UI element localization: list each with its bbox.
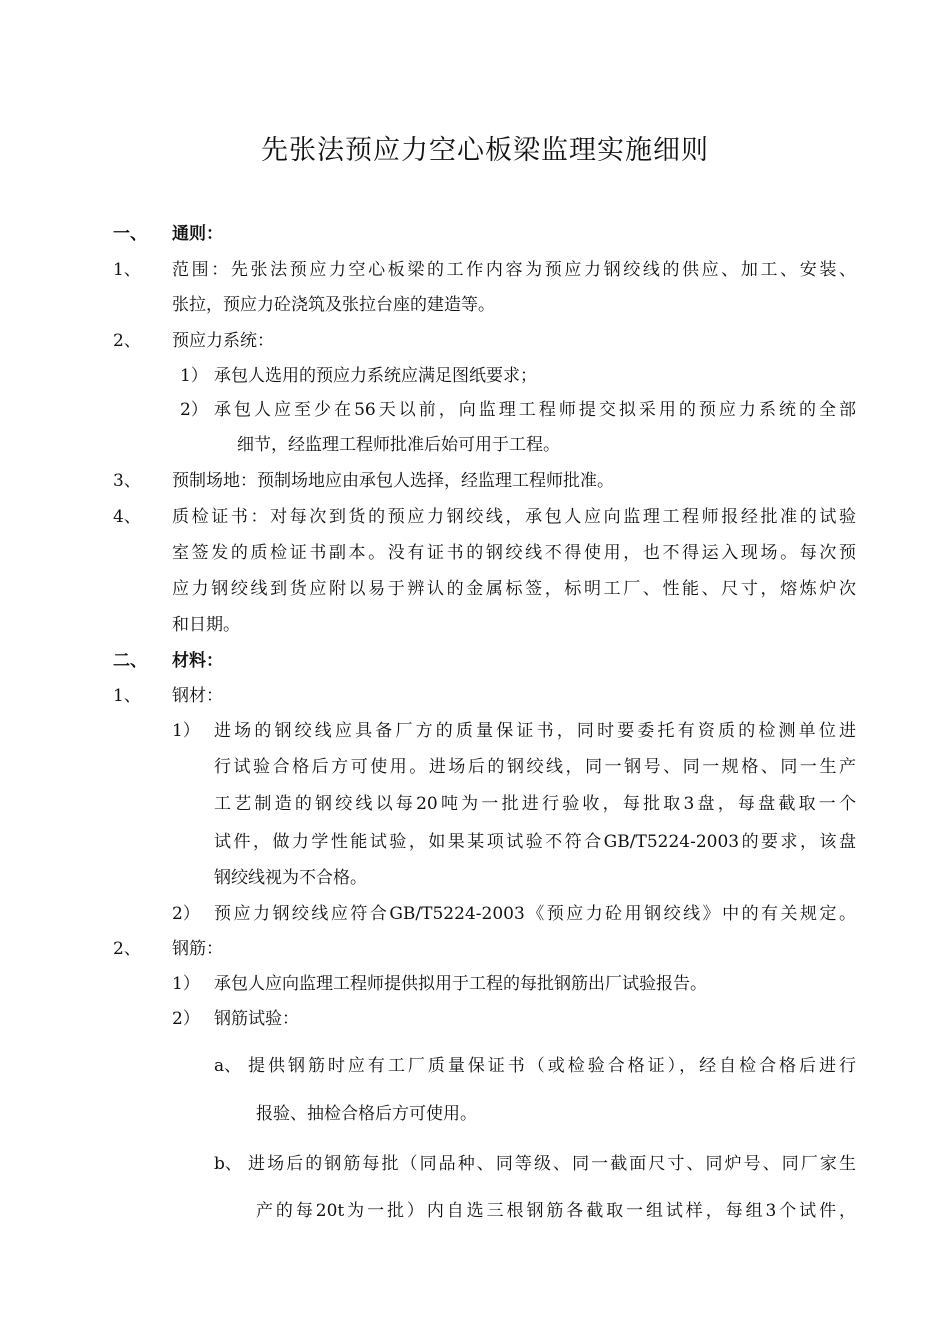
sub-item-number: 2） (172, 904, 200, 924)
paragraph-line: 钢筋试验： (214, 1009, 299, 1029)
paragraph-line: 细节，经监理工程师批准后始可用于工程。 (237, 435, 560, 455)
paragraph-line: 应力钢绞线到货应附以易于辨认的金属标签，标明工厂、性能、尺寸，熔炼炉次 (172, 579, 856, 599)
section-number: 二、 (113, 651, 147, 671)
sub-sub-item-number: b、 (214, 1154, 242, 1174)
sub-item-number: 2） (172, 1009, 200, 1029)
sub-item-number: 2） (180, 400, 208, 420)
sub-item-number: 1） (180, 366, 208, 386)
paragraph-line: 和日期。 (172, 615, 240, 635)
paragraph-line: 钢绞线视为不合格。 (214, 868, 367, 888)
paragraph-line: 钢筋： (172, 939, 223, 959)
document-title: 先张法预应力空心板梁监理实施细则 (261, 135, 709, 166)
item-number: 2、 (113, 939, 141, 959)
sub-item-number: 1） (172, 721, 200, 741)
paragraph-line: 室签发的质检证书副本。没有证书的钢绞线不得使用，也不得运入现场。每次预 (172, 543, 856, 563)
sub-sub-item-number: a、 (214, 1056, 242, 1076)
item-number: 3、 (113, 471, 141, 491)
sub-item-number: 1） (172, 974, 200, 994)
item-number: 2、 (113, 331, 141, 351)
paragraph-line: 张拉，预应力砼浇筑及张拉台座的建造等。 (172, 295, 495, 315)
paragraph-line: 试件，做力学性能试验，如果某项试验不符合GB/T5224-2003的要求，该盘 (214, 832, 856, 852)
item-number: 1、 (113, 686, 141, 706)
item-number: 1、 (113, 260, 141, 280)
paragraph-line: 钢材： (172, 686, 223, 706)
paragraph-line: 工艺制造的钢绞线以每20吨为一批进行验收，每批取3盘，每盘截取一个 (214, 794, 856, 814)
paragraph-line: 质检证书：对每次到货的预应力钢绞线，承包人应向监理工程师报经批准的试验 (172, 507, 856, 527)
paragraph-line: 承包人应向监理工程师提供拟用于工程的每批钢筋出厂试验报告。 (214, 974, 707, 994)
paragraph-line: 承包人应至少在56天以前，向监理工程师提交拟采用的预应力系统的全部 (214, 400, 856, 420)
paragraph-line: 行试验合格后方可使用。进场后的钢绞线，同一钢号、同一规格、同一生产 (214, 757, 856, 777)
paragraph-line: 范围：先张法预应力空心板梁的工作内容为预应力钢绞线的供应、加工、安装、 (172, 260, 856, 280)
paragraph-line: 提供钢筋时应有工厂质量保证书（或检验合格证），经自检合格后进行 (248, 1056, 856, 1076)
paragraph-line: 产的每20t为一批）内自选三根钢筋各截取一组试样，每组3个试件， (256, 1201, 856, 1221)
paragraph-line: 预制场地：预制场地应由承包人选择，经监理工程师批准。 (172, 471, 614, 491)
section-heading: 通则： (172, 224, 223, 244)
paragraph-line: 进场后的钢筋每批（同品种、同等级、同一截面尺寸、同炉号、同厂家生 (248, 1154, 856, 1174)
section-heading: 材料： (172, 651, 223, 671)
paragraph-line: 预应力钢绞线应符合GB/T5224-2003《预应力砼用钢绞线》中的有关规定。 (214, 904, 856, 924)
paragraph-line: 预应力系统： (172, 331, 274, 351)
item-number: 4、 (113, 507, 141, 527)
paragraph-line: 进场的钢绞线应具备厂方的质量保证书，同时要委托有资质的检测单位进 (214, 721, 856, 741)
section-number: 一、 (113, 224, 147, 244)
paragraph-line: 报验、抽检合格后方可使用。 (256, 1104, 477, 1124)
paragraph-line: 承包人选用的预应力系统应满足图纸要求； (214, 366, 537, 386)
